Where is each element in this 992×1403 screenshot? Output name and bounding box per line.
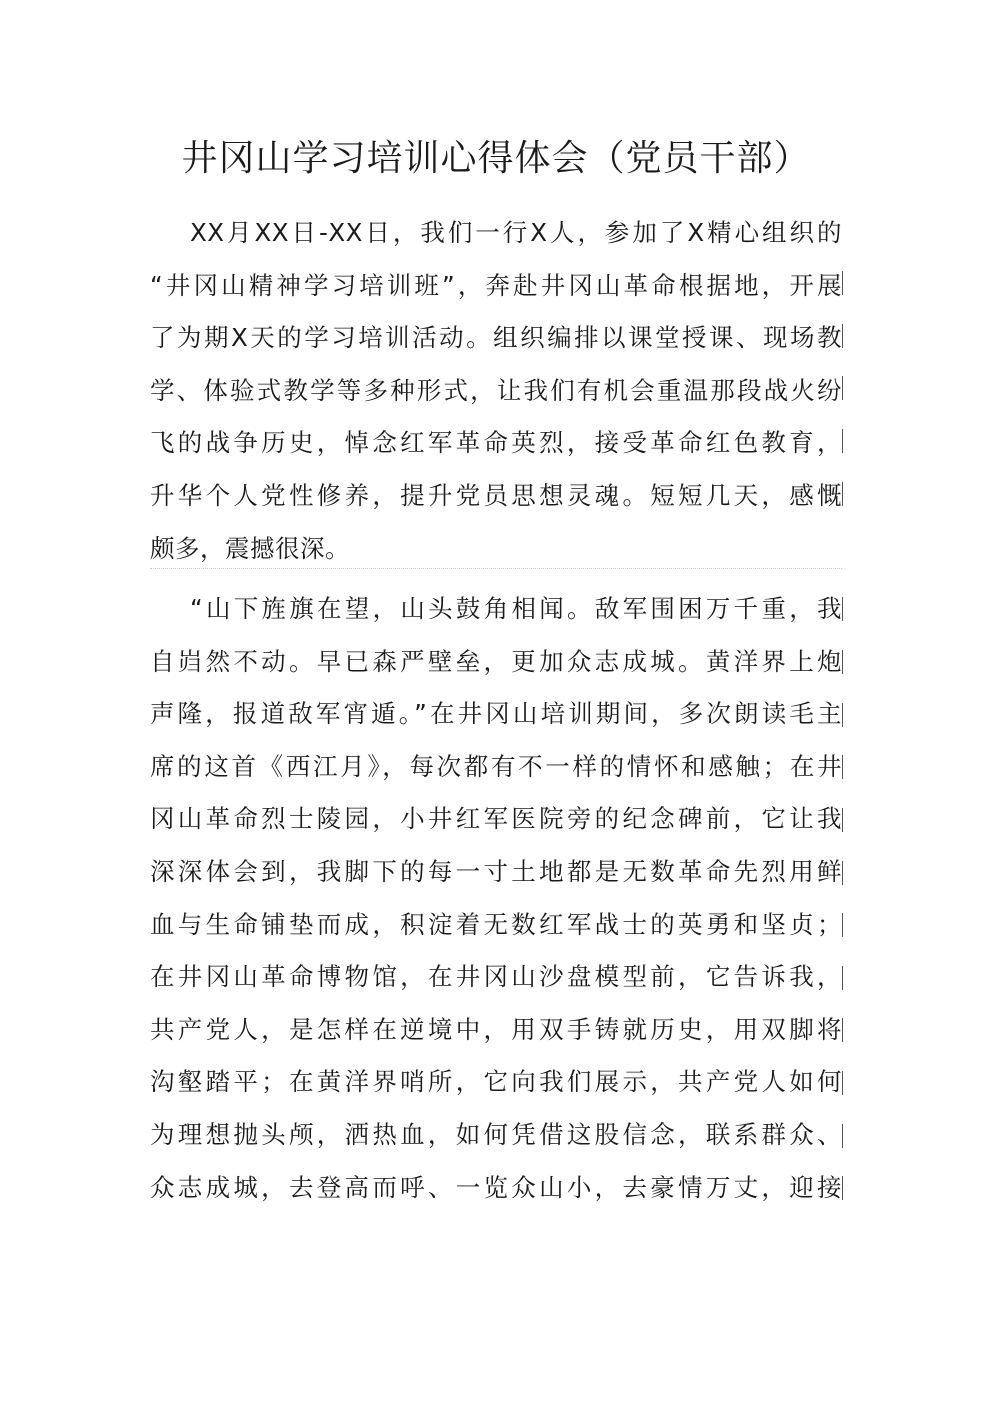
margin-mark [842, 703, 843, 727]
paragraph-line: 颇多，震撼很深。 [150, 533, 350, 563]
paragraph-line: 众志成城，去登高而呼、一览众山小，去豪情万丈，迎接 [150, 1172, 842, 1202]
margin-mark [842, 324, 843, 348]
paragraph-line: 自岿然不动。早已森严壁垒，更加众志成城。黄洋界上炮 [150, 646, 842, 676]
paragraph-1 [150, 207, 842, 575]
paragraph-line: 冈山革命烈士陵园，小井红军医院旁的纪念碑前，它让我 [150, 804, 842, 834]
paragraph-line: 学、体验式教学等多种形式，让我们有机会重温那段战火纷 [150, 375, 842, 405]
margin-mark [842, 650, 843, 674]
paragraph-line: XX月XX日-XX日，我们一行X人，参加了X精心组织的 [190, 218, 842, 247]
paragraph-line: 声隆，报道敌军宵遁。”在井冈山培训期间，多次朗读毛主 [150, 699, 842, 729]
paragraph-line: 沟壑踏平；在黄洋界哨所，它向我们展示，共产党人如何 [150, 1067, 842, 1097]
paragraph-line: 席的这首《西江月》，每次都有不一样的情怀和感触；在井 [150, 751, 842, 781]
margin-mark [842, 755, 843, 779]
paragraph-line: 深深体会到，我脚下的每一寸土地都是无数革命先烈用鲜 [150, 856, 842, 886]
paragraph-line: 了为期X天的学习培训活动。组织编排以课堂授课、现场教 [150, 323, 842, 353]
margin-mark [842, 913, 843, 937]
paragraph-line: “井冈山精神学习培训班”，奔赴井冈山革命根据地，开展 [150, 270, 842, 300]
margin-mark [842, 1176, 843, 1200]
margin-mark [842, 429, 843, 453]
margin-mark [842, 1071, 843, 1095]
paragraph-line: 为理想抛头颅，洒热血，如何凭借这股信念，联系群众、 [150, 1119, 842, 1149]
section-divider [150, 568, 842, 569]
margin-mark [842, 861, 843, 885]
margin-mark [842, 271, 843, 295]
paragraph-line: 升华个人党性修养，提升党员思想灵魂。短短几天，感慨 [150, 480, 842, 510]
document-title: 井冈山学习培训心得体会（党员干部） [181, 138, 811, 179]
paragraph-line: 血与生命铺垫而成，积淀着无数红军战士的英勇和坚贞； [150, 909, 842, 939]
margin-mark [842, 482, 843, 506]
margin-mark [842, 1018, 843, 1042]
paragraph-line: 共产党人，是怎样在逆境中，用双手铸就历史，用双脚将 [150, 1014, 842, 1044]
paragraph-2 [150, 583, 842, 1214]
margin-mark [842, 597, 843, 621]
paragraph-line: 在井冈山革命博物馆，在井冈山沙盘模型前，它告诉我， [150, 962, 842, 992]
margin-mark [842, 1124, 843, 1148]
paragraph-line: 飞的战争历史，悼念红军革命英烈，接受革命红色教育， [150, 428, 842, 458]
margin-mark [842, 376, 843, 400]
margin-mark [842, 808, 843, 832]
paragraph-line: “山下旌旗在望，山头鼓角相闻。敌军围困万千重，我 [190, 594, 842, 623]
margin-mark [842, 966, 843, 990]
